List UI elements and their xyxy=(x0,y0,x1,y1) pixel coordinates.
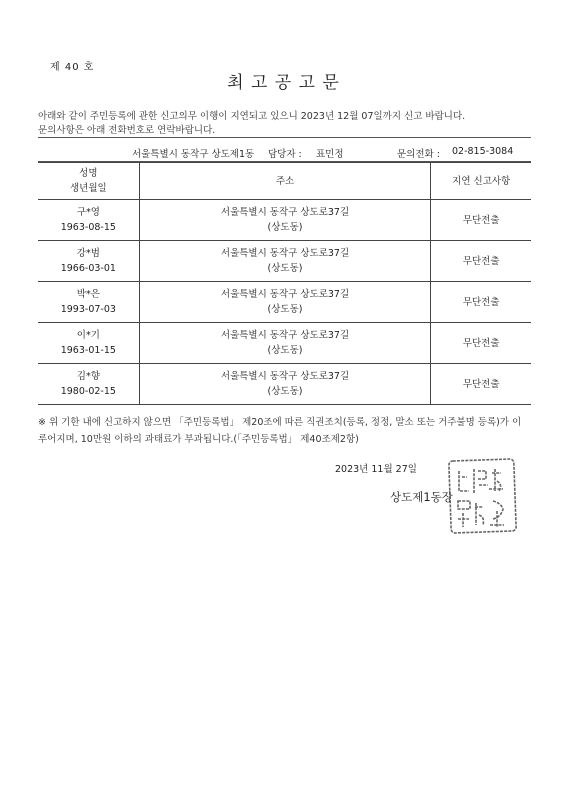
address-line: 서울특별시 동작구 상도로37길 xyxy=(220,289,350,300)
address-cell xyxy=(139,364,431,405)
person-cell xyxy=(38,241,139,282)
table-header-row xyxy=(38,163,531,200)
header-divider-top xyxy=(38,137,531,138)
phone-number: 02-815-3084 xyxy=(452,146,514,157)
address-dong: (상도동) xyxy=(267,222,303,233)
delay-reason: 무단전출 xyxy=(431,282,531,323)
delay-reason: 무단전출 xyxy=(431,323,531,364)
address-line: 서울특별시 동작구 상도로37길 xyxy=(220,330,350,341)
delay-reason: 무단전출 xyxy=(431,200,531,241)
address-cell xyxy=(139,323,431,364)
header-name: 성명 xyxy=(79,168,98,179)
person-cell xyxy=(38,364,139,405)
address-line: 서울특별시 동작구 상도로37길 xyxy=(220,371,350,382)
address-cell xyxy=(139,200,431,241)
address-line: 서울특별시 동작구 상도로37길 xyxy=(220,248,350,259)
address-dong: (상도동) xyxy=(267,345,303,356)
table-row xyxy=(38,282,531,323)
person-birth: 1966-03-01 xyxy=(60,263,116,274)
address-dong: (상도동) xyxy=(267,386,303,397)
person-name: 강*범 xyxy=(76,248,100,259)
official-seal-stamp xyxy=(445,455,520,537)
office-name: 서울특별시 동작구 상도제1동 xyxy=(132,149,255,160)
person-name: 김*향 xyxy=(76,371,100,382)
officer-label: 담당자 : xyxy=(268,149,302,160)
delay-reason: 무단전출 xyxy=(431,241,531,282)
document-title: 최 고 공 고 문 xyxy=(227,73,340,93)
table-row xyxy=(38,200,531,241)
document-number: 제 40 호 xyxy=(50,62,95,73)
address-cell xyxy=(139,282,431,323)
address-dong: (상도동) xyxy=(267,263,303,274)
table-row xyxy=(38,323,531,364)
address-cell xyxy=(139,241,431,282)
footnote-line-2: 루어지며, 10만원 이하의 과태료가 부과됩니다.(「주민등록법」 제40조제2항) xyxy=(38,434,359,445)
notice-line-2: 문의사항은 아래 전화번호로 연락바랍니다. xyxy=(38,125,216,136)
person-birth: 1993-07-03 xyxy=(60,304,116,315)
issue-date: 2023년 11월 27일 xyxy=(335,464,417,475)
person-birth: 1963-08-15 xyxy=(60,222,116,233)
person-cell xyxy=(38,200,139,241)
footnote-line-1: ※ 위 기한 내에 신고하지 않으면 「주민등록법」 제20조에 따른 직권조치(등록, 정정, 말소 또는 거주불명 등록)가 이 xyxy=(38,417,522,428)
table-row xyxy=(38,364,531,405)
officer-name: 표민정 xyxy=(316,149,344,160)
person-cell xyxy=(38,282,139,323)
person-name: 박*은 xyxy=(76,289,100,300)
person-name: 이*기 xyxy=(76,330,100,341)
address-line: 서울특별시 동작구 상도로37길 xyxy=(220,207,350,218)
resident-table xyxy=(38,162,531,405)
person-name: 구*영 xyxy=(76,207,100,218)
header-name-birth xyxy=(38,163,139,200)
address-dong: (상도동) xyxy=(267,304,303,315)
issuer-name: 상도제1동장 xyxy=(390,490,453,504)
table-row xyxy=(38,241,531,282)
notice-line-1: 아래와 같이 주민등록에 관한 신고의무 이행이 지연되고 있으니 2023년 12월 07일까지 신고 바랍니다. xyxy=(38,111,466,122)
person-birth: 1963-01-15 xyxy=(60,345,116,356)
person-cell xyxy=(38,323,139,364)
phone-label: 문의전화 : xyxy=(397,149,440,160)
delay-reason: 무단전출 xyxy=(431,364,531,405)
header-address: 주소 xyxy=(139,163,431,200)
header-delay: 지연 신고사항 xyxy=(431,163,531,200)
header-birth: 생년월일 xyxy=(69,183,107,194)
person-birth: 1980-02-15 xyxy=(60,386,116,397)
